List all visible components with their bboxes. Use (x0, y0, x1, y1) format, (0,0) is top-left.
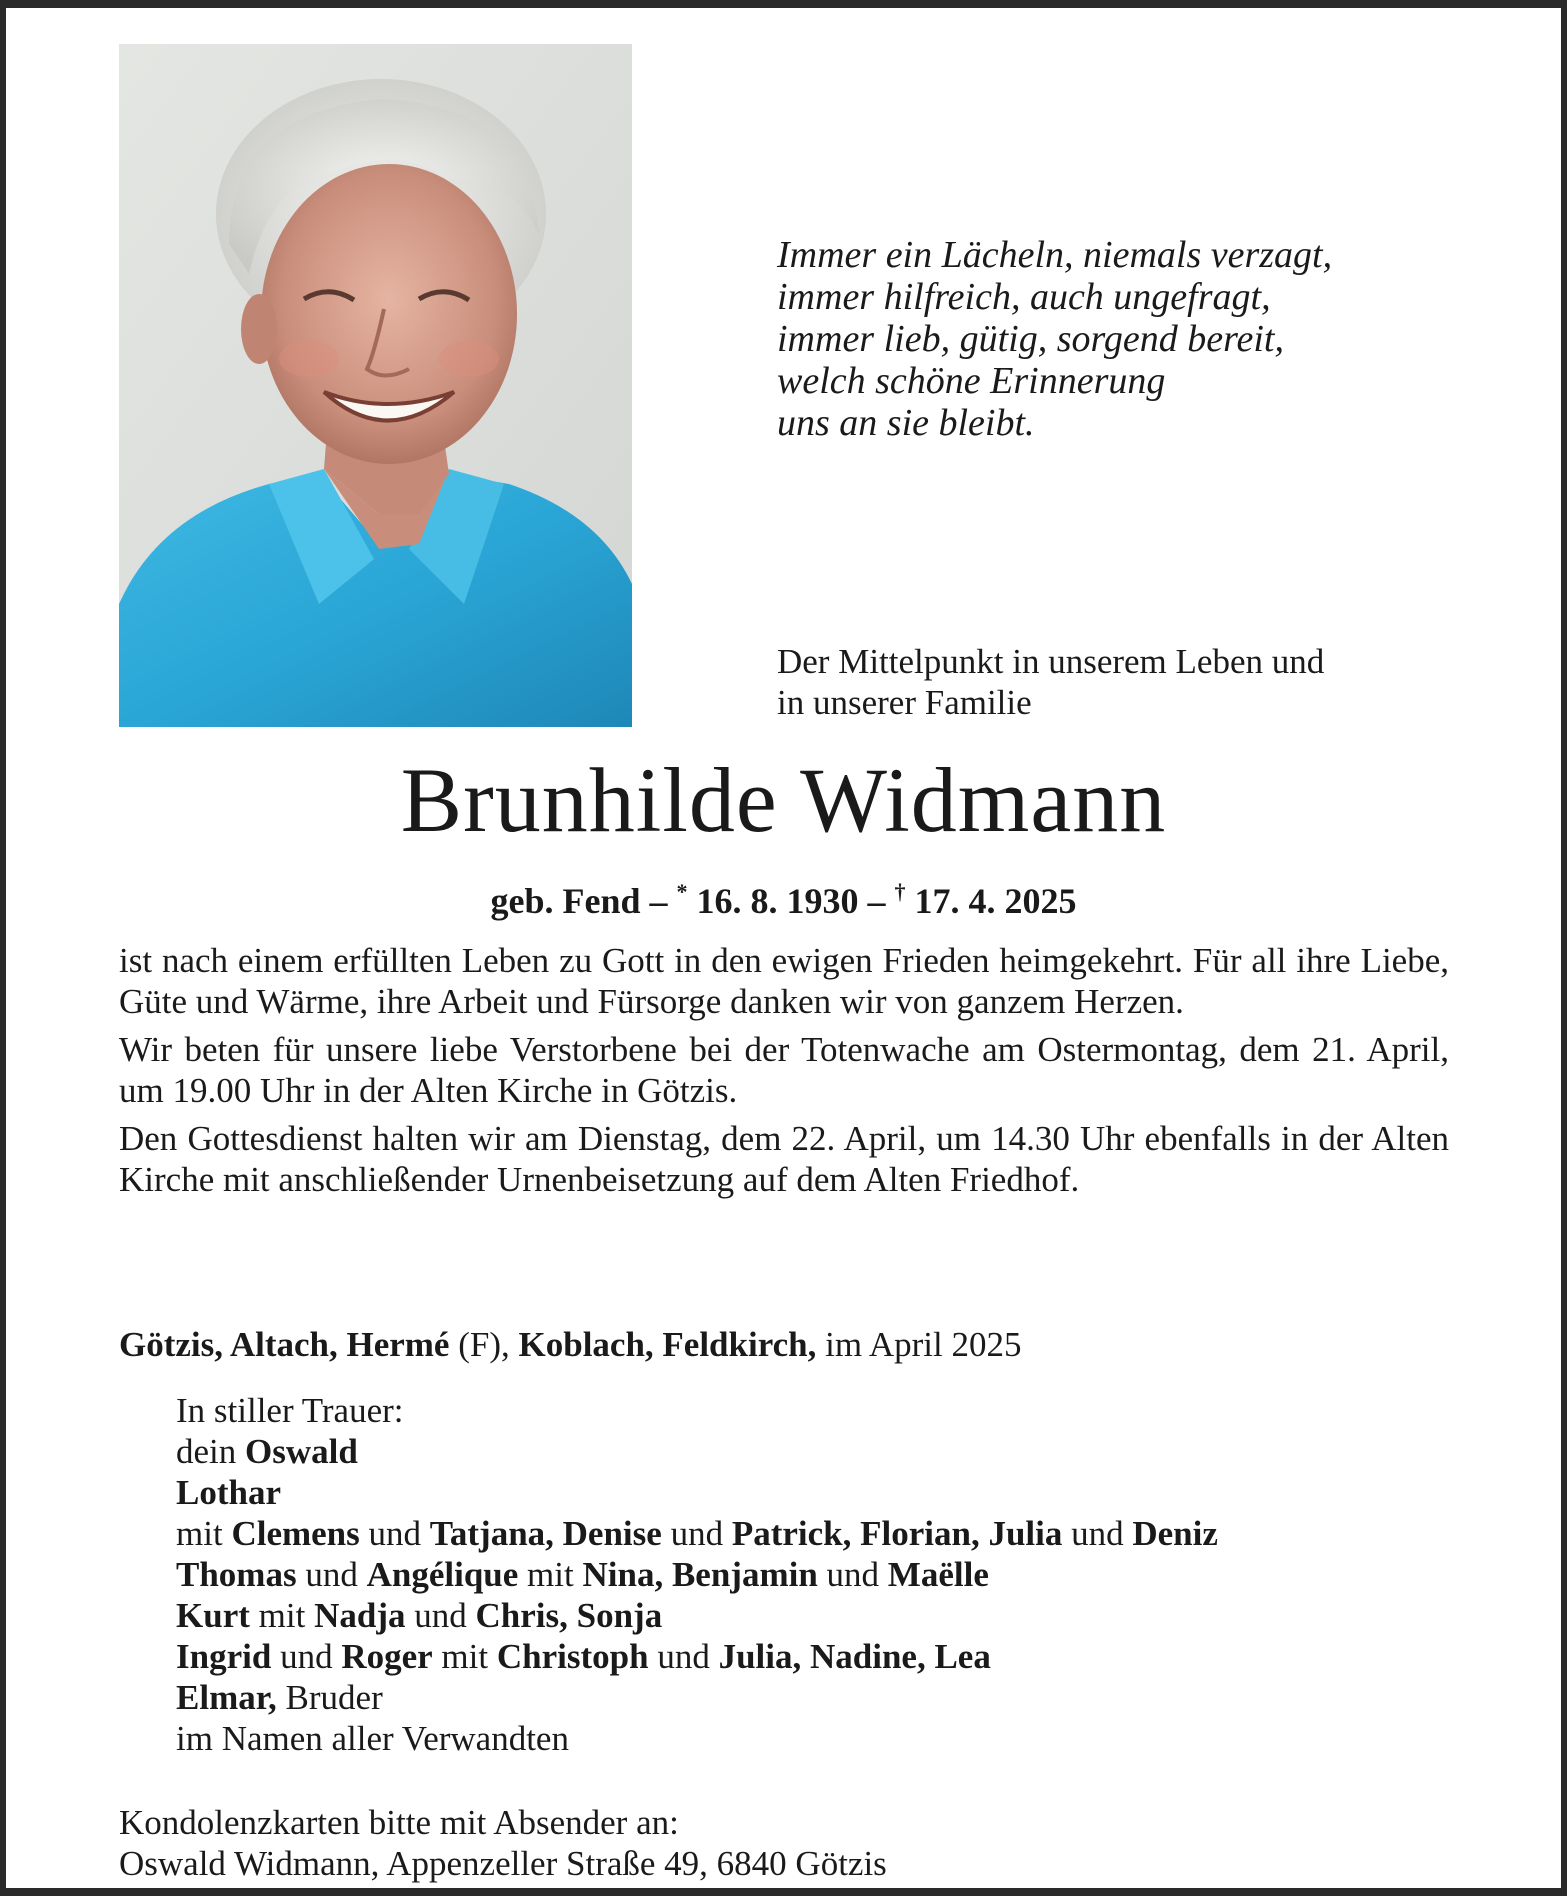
mourner-name: Roger (341, 1637, 433, 1676)
separator-dash: – (649, 881, 668, 921)
poem-line: welch schöne Erinnerung (777, 360, 1166, 402)
life-dates (6, 870, 1561, 923)
mourner-name: Julia, Nadine, Lea (718, 1637, 991, 1676)
mourner-name: Clemens (231, 1514, 360, 1553)
mourner-connector: und (405, 1596, 476, 1635)
mourner-connector: mit (176, 1514, 232, 1553)
mourner-connector: und (648, 1637, 719, 1676)
mourner-connector: Bruder (276, 1678, 383, 1717)
mourner-name: Angélique (366, 1555, 519, 1594)
mourner-connector: und (296, 1555, 367, 1594)
mourner-prefix: dein (176, 1432, 246, 1471)
mourner-name: Ingrid (176, 1637, 272, 1676)
death-date: 17. 4. 2025 (914, 881, 1077, 921)
mourner-name: Oswald (245, 1432, 358, 1471)
mourner-connector: mit (249, 1596, 315, 1635)
memorial-poem (777, 234, 1477, 444)
mourner-name: Christoph (496, 1637, 649, 1676)
places: Götzis, Altach, Hermé (119, 1325, 450, 1364)
mourner-line (176, 1636, 1466, 1677)
intro-line: in unserer Familie (777, 683, 1032, 722)
mourner-name: Nadja (314, 1596, 406, 1635)
country-code: (F), (449, 1325, 519, 1364)
mourner-line (176, 1513, 1466, 1554)
mourner-connector: und (1062, 1514, 1133, 1553)
intro-line: Der Mittelpunkt in unserem Leben und (777, 642, 1325, 681)
place-and-date (119, 1324, 1449, 1365)
paragraph: Den Gottesdienst halten wir am Dienstag, dem 22. April, um 14.30 Uhr ebenfalls in der Alten Kirche mit anschließender Urnenbeisetzung auf dem Alten Friedhof. (119, 1119, 1449, 1199)
mourner-name: Nina, Benjamin (582, 1555, 818, 1594)
birth-name: geb. Fend (490, 881, 641, 921)
obituary-page (6, 8, 1561, 1888)
poem-line: immer hilfreich, auch ungefragt, (777, 276, 1271, 318)
mourner-connector: und (271, 1637, 342, 1676)
paragraph: ist nach einem erfüllten Leben zu Gott in den ewigen Frieden heimgekehrt. Für all ihre Liebe, Güte und Wärme, ihre Arbeit und Fürsorge danken wir von ganzem Herzen. (119, 941, 1449, 1021)
mourner-name: Patrick, Florian, Julia (731, 1514, 1063, 1553)
mourner-line (176, 1431, 1466, 1472)
poem-line: Immer ein Lächeln, niemals verzagt, (777, 234, 1333, 276)
mourner-line (176, 1595, 1466, 1636)
mourner-name: Deniz (1132, 1514, 1218, 1553)
mourner-connector: mit (518, 1555, 583, 1594)
mourner-name: Tatjana, Denise (429, 1514, 662, 1553)
separator-dash: – (867, 881, 886, 921)
portrait-photo (119, 44, 632, 727)
paragraph: Wir beten für unsere liebe Verstorbene bei der Totenwache am Ostermontag, dem 21. April, um 19.00 Uhr in der Alten Kirche in Götzis. (119, 1030, 1449, 1110)
mourners-heading: In stiller Trauer: (176, 1391, 404, 1430)
mourner-name: Elmar, (176, 1678, 277, 1717)
mourner-connector: und (661, 1514, 732, 1553)
mourner-name: Maëlle (887, 1555, 989, 1594)
mourner-line (176, 1554, 1466, 1595)
deceased-name: Brunhilde Widmann (400, 749, 1167, 851)
condolence-address (119, 1802, 1449, 1884)
mourner-connector: und (817, 1555, 888, 1594)
intro-text (777, 641, 1477, 723)
portrait-image (119, 44, 632, 727)
places: Koblach, Feldkirch, (518, 1325, 817, 1364)
birth-date: 16. 8. 1930 (696, 881, 859, 921)
announcement-text (119, 940, 1449, 1207)
death-symbol: † (894, 879, 906, 904)
birth-symbol: * (676, 879, 688, 904)
mourners-list (176, 1390, 1466, 1759)
mourner-connector: mit (432, 1637, 497, 1676)
mourner-name: Kurt (176, 1596, 250, 1635)
mourner-connector: und (359, 1514, 430, 1553)
mourner-line: im Namen aller Verwandten (176, 1719, 569, 1758)
poem-line: uns an sie bleibt. (777, 402, 1035, 444)
mourner-line (176, 1677, 1466, 1718)
notice-date: im April 2025 (816, 1325, 1022, 1364)
footer-line: Oswald Widmann, Appenzeller Straße 49, 6840 Götzis (119, 1844, 887, 1883)
poem-line: immer lieb, gütig, sorgend bereit, (777, 318, 1284, 360)
mourner-name: Chris, Sonja (475, 1596, 663, 1635)
mourner-line: Lothar (176, 1473, 281, 1512)
mourner-name: Thomas (176, 1555, 297, 1594)
footer-line: Kondolenzkarten bitte mit Absender an: (119, 1803, 679, 1842)
